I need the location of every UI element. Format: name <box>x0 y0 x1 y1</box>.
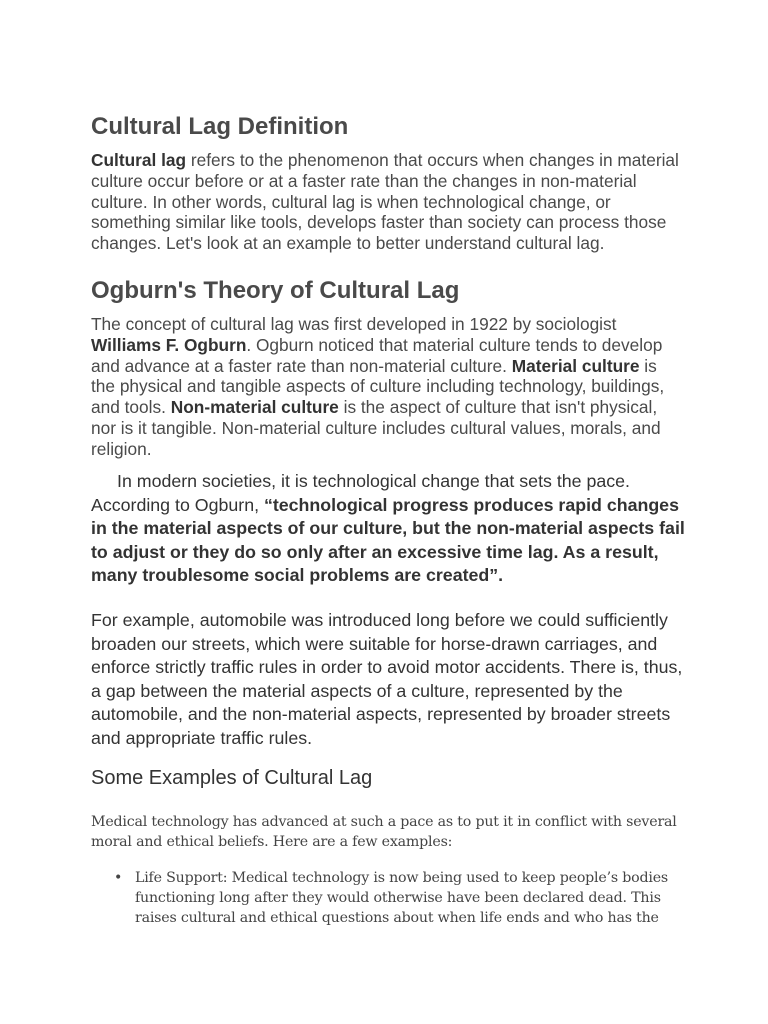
ogburn-quote: “technological progress produces rapid changes in the material aspects of our culture, but the non-material aspects fail to adjust or they do so only after an excessive time lag. As a result, many troublesome social problems are created”. <box>91 494 685 585</box>
examples-list <box>91 868 691 928</box>
examples-intro: Medical technology has advanced at such a pace as to put it in conflict with several moral and ethical beliefs. Here are a few examples: <box>91 814 677 850</box>
theory-text-d: is the aspect of culture that isn't physical, nor is it tangible. Non-material culture includes cultural values, morals, and religion. <box>91 397 661 459</box>
theory-text-c: is the physical and tangible aspects of culture including technology, buildings, and tools. <box>91 355 665 418</box>
definition-text: refers to the phenomenon that occurs when changes in material culture occur before or at a faster rate than the changes in non-material culture. In other words, cultural lag is when technological change, or something similar like tools, develops faster than society can process those changes. Let's look at an example to better understand cultural lag. <box>91 150 679 254</box>
definition-paragraph <box>91 150 683 254</box>
sociologist-name: Williams F. Ogburn <box>91 334 247 355</box>
list-item-text: Life Support: Medical technology is now being used to keep people’s bodies functioning long after they would otherwise have been declared dead. This raises cultural and ethical questions about when life ends and who has the <box>135 870 668 926</box>
quote-paragraph <box>91 470 691 588</box>
quote-lead: In modern societies, it is technological change that sets the pace. According to Ogburn, <box>91 471 630 515</box>
term-nonmaterial-culture: Non-material culture <box>170 397 339 418</box>
section-title-ogburn-theory: Ogburn's Theory of Cultural Lag <box>91 277 460 304</box>
list-item <box>91 868 691 928</box>
example-paragraph: For example, automobile was introduced long before we could sufficiently broaden our streets, which were suitable for horse-drawn carriages, and enforce strictly traffic rules in order to avoid motor accidents. There is, thus, a gap between the material aspects of a culture, represented by the automobile, and the non-material aspects, represented by broader streets and appropriate traffic rules. <box>91 610 683 748</box>
theory-text-a: The concept of cultural lag was first developed in 1922 by sociologist <box>91 314 617 334</box>
section-title-examples: Some Examples of Cultural Lag <box>91 767 373 789</box>
term-cultural-lag: Cultural lag <box>91 150 187 170</box>
theory-paragraph <box>91 314 683 460</box>
bullet-icon: • <box>114 870 123 886</box>
section-title-definition: Cultural Lag Definition <box>91 113 349 140</box>
theory-text-b: . Ogburn noticed that material culture tends to develop and advance at a faster rate than non-material culture. <box>91 334 663 376</box>
term-material-culture: Material culture <box>511 355 640 376</box>
